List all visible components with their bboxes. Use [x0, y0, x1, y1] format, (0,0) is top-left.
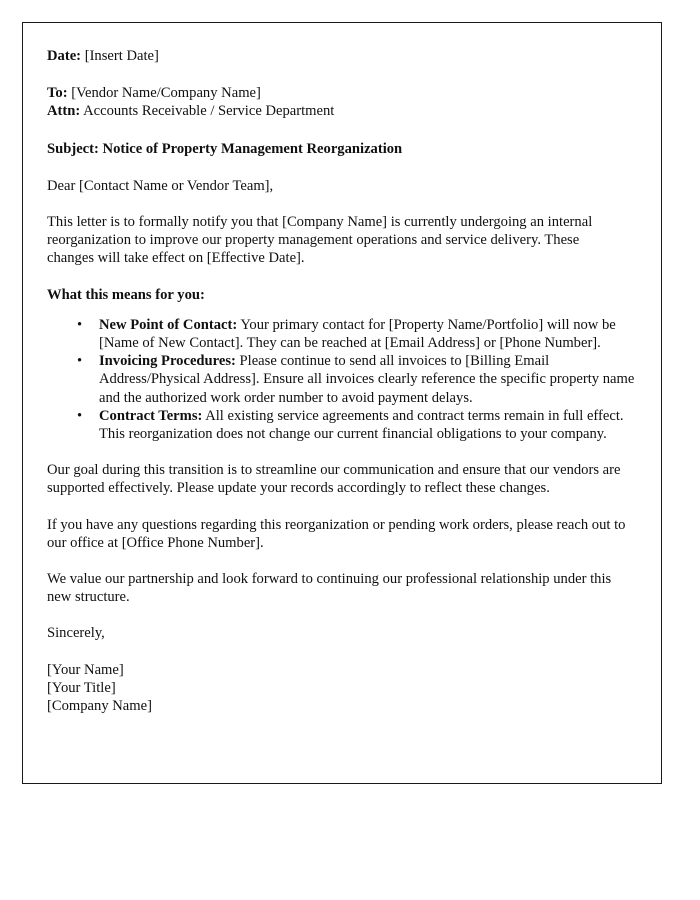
signature-company: [Company Name]: [47, 698, 152, 715]
attn-label: Attn:: [47, 103, 81, 120]
bullet-body: Your primary contact for [Property Name/Portfolio] will now be [Name of New Contact]. They can be reached at [Email Address] or [Phone Number].: [99, 316, 616, 352]
bullet-body: All existing service agreements and contract terms remain in full effect. This reorganization does not change our current financial obligations to your company.: [99, 407, 624, 443]
list-item: [87, 352, 645, 407]
to-label: To:: [47, 85, 68, 102]
date-label: Date:: [47, 48, 82, 64]
intro-paragraph: This letter is to formally notify you that [Company Name] is currently undergoing an internal reorganization to improve our property management operations and service delivery. These changes will take effect on [Effective Date].: [47, 214, 593, 267]
list-item: [87, 316, 645, 352]
means-heading: What this means for you:: [47, 286, 205, 303]
changes-list: [47, 316, 635, 443]
goal-paragraph: Our goal during this transition is to streamline our communication and ensure that our vendors are supported effectively. Please update your records accordingly to reflect these changes.: [47, 462, 621, 497]
letter-content: [47, 47, 635, 715]
signature-name: [Your Name]: [47, 661, 124, 678]
letter-page: [22, 22, 662, 784]
date-value: [Insert Date]: [84, 48, 159, 64]
recipient-block: [47, 84, 627, 120]
date-line: [47, 47, 627, 65]
to-line: [47, 84, 627, 102]
signature-block: [47, 661, 627, 716]
attn-line: [47, 102, 627, 120]
subject-line: Subject: Notice of Property Management Reorganization: [47, 140, 403, 157]
bullet-body: Please continue to send all invoices to [Billing Email Address/Physical Address]. Ensure all invoices clearly reference the specific property name and the authorized work order number to avoid payment delays.: [99, 353, 635, 406]
value-paragraph: We value our partnership and look forward to continuing our professional relationship under this new structure.: [47, 571, 612, 606]
closing-line: Sincerely,: [47, 625, 105, 642]
questions-paragraph: If you have any questions regarding this reorganization or pending work orders, please reach out to our office at [Office Phone Number].: [47, 516, 626, 551]
to-value: [Vendor Name/Company Name]: [71, 85, 261, 102]
bullet-title: Invoicing Procedures:: [99, 353, 236, 370]
bullet-title: Contract Terms:: [99, 407, 203, 424]
bullet-title: New Point of Contact:: [99, 316, 238, 333]
attn-value: Accounts Receivable / Service Department: [83, 103, 335, 120]
signature-title: [Your Title]: [47, 679, 116, 696]
salutation: Dear [Contact Name or Vendor Team],: [47, 177, 274, 194]
list-item: [87, 407, 645, 443]
